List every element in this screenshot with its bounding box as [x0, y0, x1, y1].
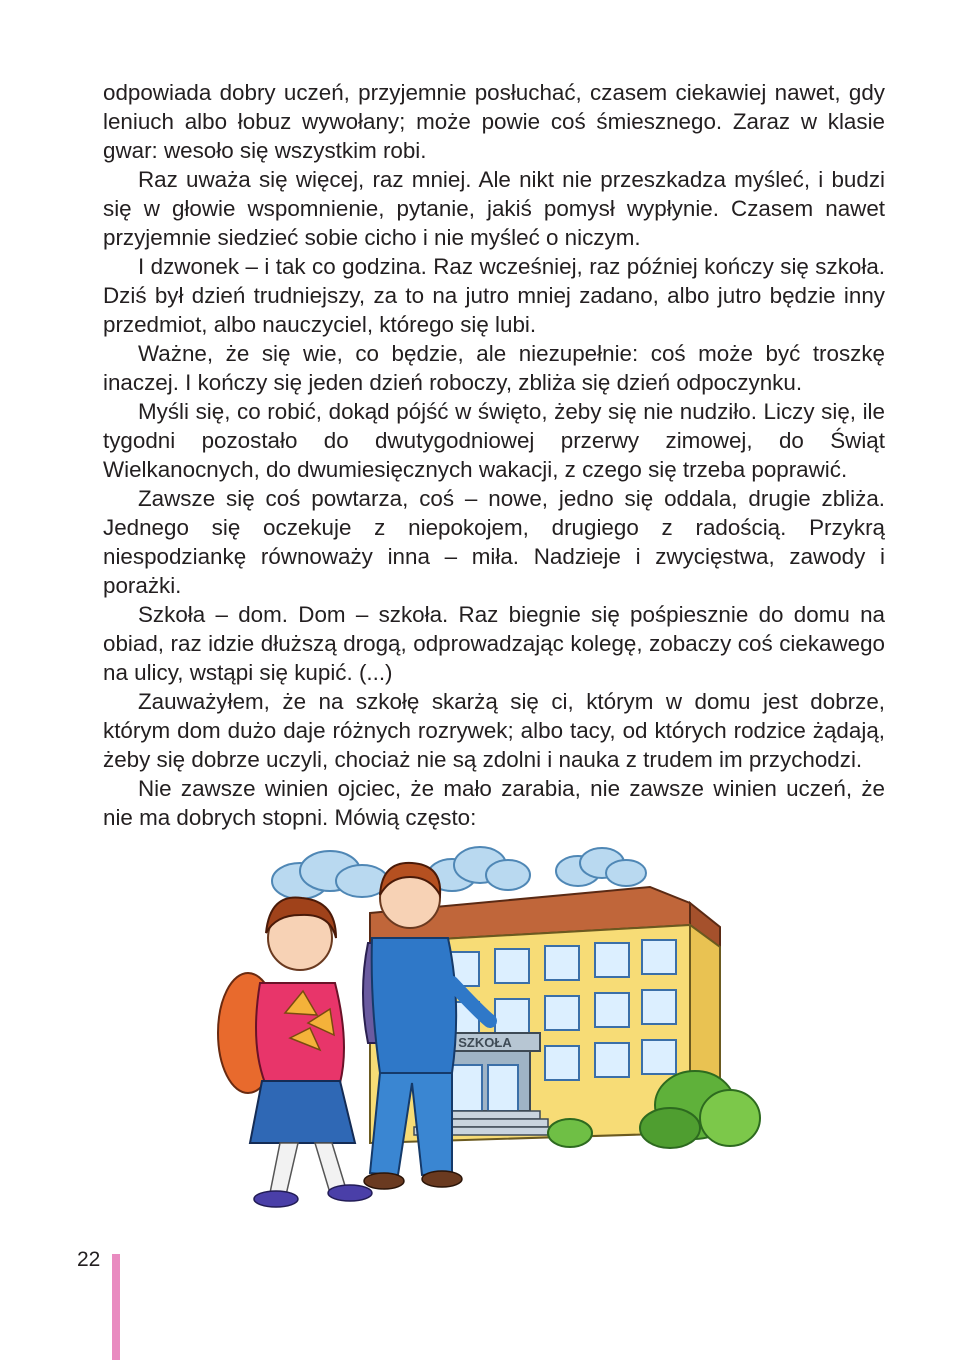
paragraph-3: I dzwonek – i tak co godzina. Raz wcześniej, raz później kończy się szkoła. Dziś był dzień trudniejszy, za to na jutro mniej zadano, albo jutro będzie inny przedmiot, albo nauczyciel, którego się lubi.: [103, 254, 885, 337]
margin-accent-bar: [112, 1254, 120, 1360]
school-illustration: [190, 843, 770, 1223]
clouds: [272, 847, 646, 899]
paragraph-4: Ważne, że się wie, co będzie, ale niezupełnie: coś może być troszkę inaczej. I kończy się jeden dzień roboczy, zbliża się dzień odpoczynku.: [103, 341, 885, 395]
body-text: [103, 78, 885, 832]
girl-figure: [218, 897, 372, 1207]
paragraph-8: Zauważyłem, że na szkołę skarżą się ci, którym w domu jest dobrze, którym dom dużo daje różnych rozrywek; albo tacy, od których rodzice żądają, żeby się dobrze uczyli, chociaż nie są zdolni i nauka z trudem im przychodzi.: [103, 689, 885, 772]
page-number: 22: [77, 1248, 101, 1271]
paragraph-2: Raz uważa się więcej, raz mniej. Ale nikt nie przeszkadza myśleć, i budzi się w głowie wspomnienie, pytanie, jakiś pomysł wypłynie. Czasem nawet przyjemnie siedzieć sobie cicho i nie myśleć o niczym.: [103, 167, 885, 250]
paragraph-9: Nie zawsze winien ojciec, że mało zarabia, nie zawsze winien uczeń, że nie ma dobrych stopni. Mówią często:: [103, 776, 885, 830]
paragraph-7: Szkoła – dom. Dom – szkoła. Raz biegnie się pośpiesznie do domu na obiad, raz idzie dłuższą drogą, odprowadzając kolegę, zobaczy coś ciekawego na ulicy, wstąpi się kupić. (...): [103, 602, 885, 685]
school-sign: SZKOŁA: [458, 1035, 512, 1050]
paragraph-6: Zawsze się coś powtarza, coś – nowe, jedno się oddala, drugie zbliża. Jednego się oczekuje z niepokojem, drugiego z radością. Przykrą niespodziankę równoważy inna – miła. Nadzieje i zwycięstwa, zawody i porażki.: [103, 486, 885, 598]
paragraph-5: Myśli się, co robić, dokąd pójść w święto, żeby się nie nudziło. Liczy się, ile tygodni pozostało do dwutygodniowej przerwy zimowej, do Świąt Wielkanocnych, do dwumiesięcznych wakacji, z czego się trzeba poprawić.: [103, 399, 885, 482]
paragraph-1: odpowiada dobry uczeń, przyjemnie posłuchać, czasem ciekawiej nawet, gdy leniuch albo łobuz wywołany; może powie coś śmiesznego. Zaraz w klasie gwar: wesoło się wszystkim robi.: [103, 80, 885, 163]
